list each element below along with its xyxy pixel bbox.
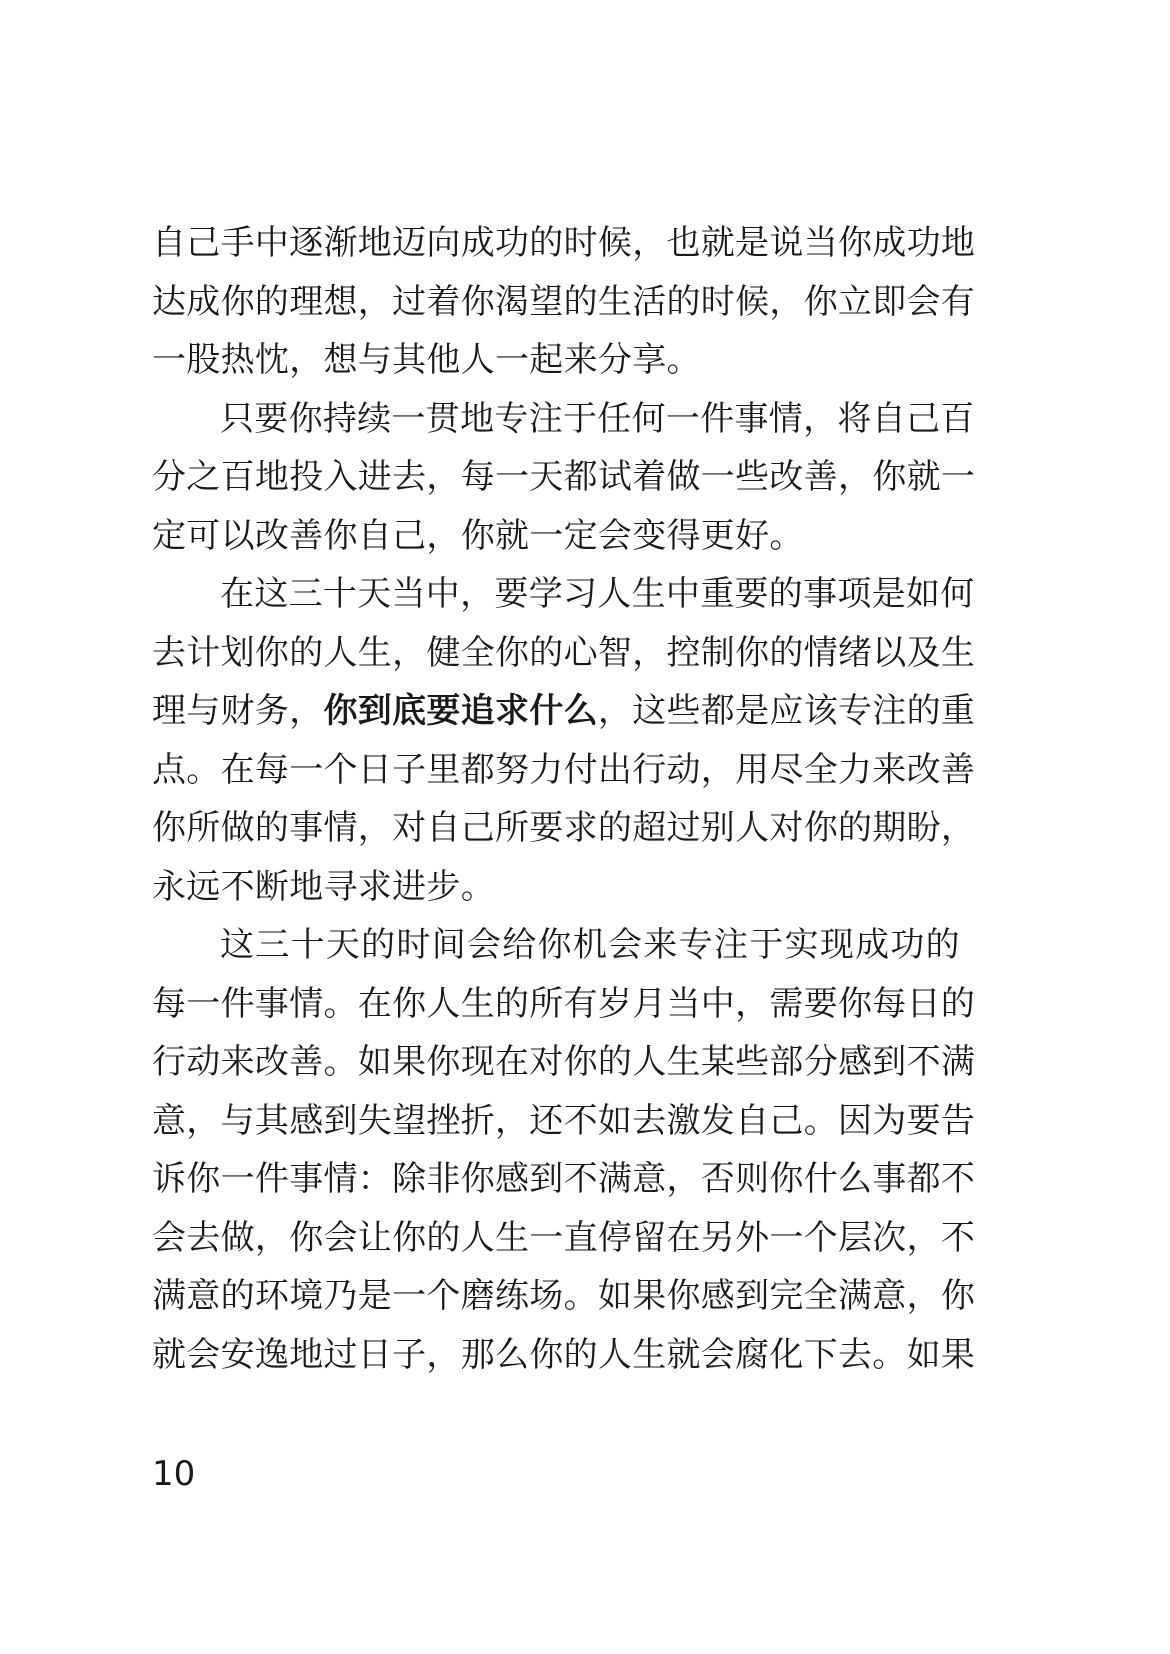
page-body bbox=[152, 214, 976, 1384]
text-line: 意，与其感到失望挫折，还不如去激发自己。因为要告 bbox=[152, 1100, 976, 1141]
text-line: 点。在每一个日子里都努力付出行动，用尽全力来改善 bbox=[152, 749, 976, 790]
text-line: 自己手中逐渐地迈向成功的时候，也就是说当你成功地 bbox=[152, 223, 976, 263]
text-line: 定可以改善你自己，你就一定会变得更好。 bbox=[152, 515, 804, 556]
emphasized-phrase: 你到底要追求什么 bbox=[323, 691, 598, 731]
text-line: 会去做，你会让你的人生一直停留在另外一个层次，不 bbox=[152, 1217, 976, 1258]
text-segment: 理与财务， bbox=[152, 691, 324, 731]
text-line-with-emphasis bbox=[152, 682, 976, 741]
text-line: 一股热忱，想与其他人一起来分享。 bbox=[152, 340, 701, 380]
text-line: 只要你持续一贯地专注于任何一件事情，将自己百 bbox=[220, 398, 975, 439]
paragraph bbox=[152, 390, 976, 566]
text-line: 去计划你的人生，健全你的心智，控制你的情绪以及生 bbox=[152, 632, 976, 673]
paragraph bbox=[152, 916, 976, 1384]
paragraph bbox=[152, 214, 976, 390]
paragraph bbox=[152, 565, 976, 916]
text-line: 行动来改善。如果你现在对你的人生某些部分感到不满 bbox=[152, 1042, 976, 1082]
text-line: 就会安逸地过日子，那么你的人生就会腐化下去。如果 bbox=[152, 1334, 976, 1375]
text-line: 这三十天的时间会给你机会来专注于实现成功的 bbox=[220, 925, 960, 965]
text-line: 在这三十天当中，要学习人生中重要的事项是如何 bbox=[220, 574, 975, 614]
text-line: 每一件事情。在你人生的所有岁月当中，需要你每日的 bbox=[152, 983, 976, 1024]
text-segment: ，这些都是应该专注的重 bbox=[597, 691, 976, 731]
text-line: 永远不断地寻求进步。 bbox=[152, 866, 495, 907]
text-line: 分之百地投入进去，每一天都试着做一些改善，你就一 bbox=[152, 457, 976, 497]
text-line: 达成你的理想，过着你渴望的生活的时候，你立即会有 bbox=[152, 281, 976, 322]
text-line: 诉你一件事情：除非你感到不满意，否则你什么事都不 bbox=[152, 1159, 976, 1199]
text-line: 你所做的事情，对自己所要求的超过别人对你的期盼， bbox=[152, 808, 976, 848]
page-number: 10 bbox=[152, 1454, 196, 1494]
text-line: 满意的环境乃是一个磨练场。如果你感到完全满意，你 bbox=[152, 1276, 976, 1316]
